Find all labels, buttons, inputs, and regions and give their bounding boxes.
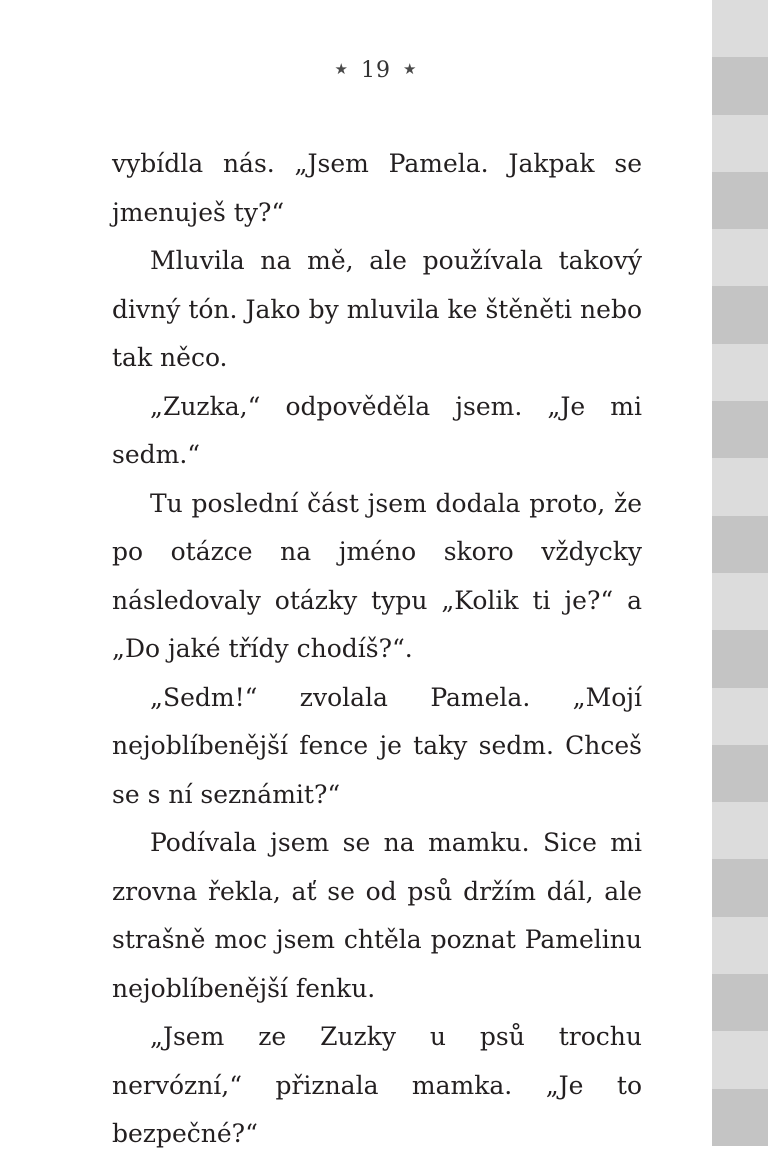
edge-stripe (712, 286, 768, 343)
edge-stripe (712, 974, 768, 1031)
page-number: 19 (361, 58, 391, 83)
edge-stripe (712, 458, 768, 515)
edge-stripe (712, 115, 768, 172)
star-left-icon: ★ (334, 60, 349, 78)
edge-stripe (712, 1089, 768, 1146)
page-edge-stripes (712, 0, 768, 1146)
edge-stripe (712, 917, 768, 974)
paragraph: vybídla nás. „Jsem Pamela. Jakpak se jmenuješ ty?“ (112, 149, 642, 227)
star-right-icon: ★ (403, 60, 418, 78)
edge-stripe (712, 57, 768, 114)
paragraph: „Jsem ze Zuzky u psů trochu nervózní,“ přiznala mamka. „Je to bezpečné?“ (112, 1022, 642, 1148)
paragraph: Tu poslední část jsem dodala proto, že po otázce na jméno skoro vždycky následovaly otázky typu „Kolik ti je?“ a „Do jaké třídy chodíš?“. (112, 488, 642, 663)
paragraph: Podívala jsem se na mamku. Sice mi zrovna řekla, ať se od psů držím dál, ale strašně moc jsem chtěla poznat Pamelinu nejoblíbenější fenku. (112, 828, 642, 1003)
edge-stripe (712, 745, 768, 802)
edge-stripe (712, 516, 768, 573)
edge-stripe (712, 859, 768, 916)
body-text (112, 140, 642, 1159)
paragraph: Mluvila na mě, ale používala takový divný tón. Jako by mluvila ke štěněti nebo tak něco. (112, 246, 642, 372)
edge-stripe (712, 630, 768, 687)
edge-stripe (712, 229, 768, 286)
edge-stripe (712, 172, 768, 229)
paragraph: „Sedm!“ zvolala Pamela. „Mojí nejoblíbenější fence je taky sedm. Chceš se s ní seznámit?“ (112, 682, 642, 809)
edge-stripe (712, 401, 768, 458)
paragraph: „Zuzka,“ odpověděla jsem. „Je mi sedm.“ (112, 391, 642, 469)
page-header (0, 58, 752, 83)
edge-stripe (712, 344, 768, 401)
edge-stripe (712, 688, 768, 745)
edge-stripe (712, 802, 768, 859)
edge-stripe (712, 573, 768, 630)
edge-stripe (712, 0, 768, 57)
edge-stripe (712, 1031, 768, 1088)
